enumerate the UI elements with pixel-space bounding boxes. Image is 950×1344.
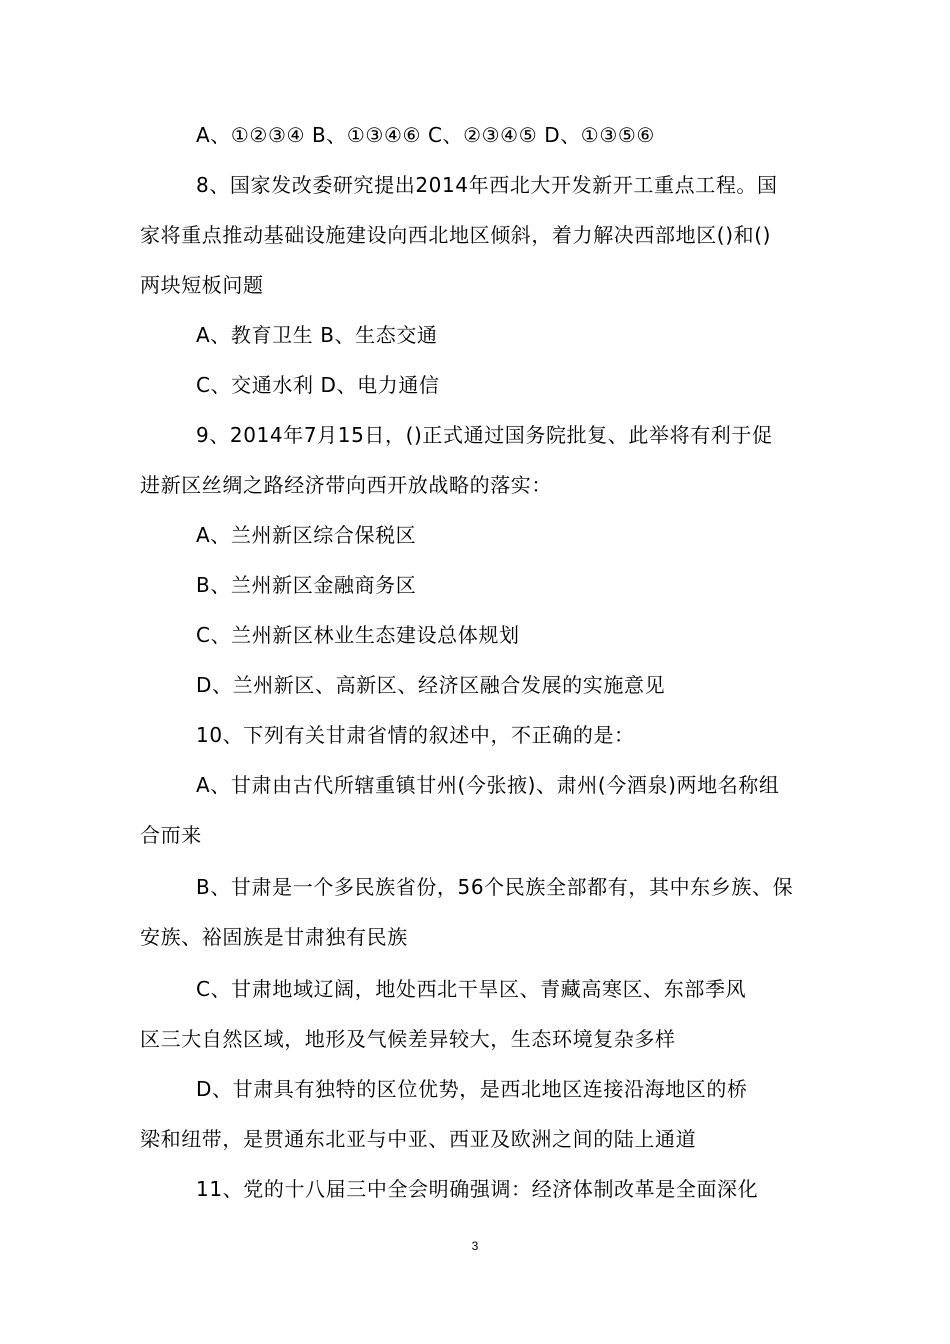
question-8-line-3: 两块短板问题 (140, 273, 264, 297)
answer-options-q7: A、①②③④ B、①③④⑥ C、②③④⑤ D、①③⑤⑥ (196, 123, 655, 147)
question-9-line-1: 9、2014年7月15日，()正式通过国务院批复、此举将有利于促 (196, 423, 773, 447)
question-9-line-2: 进新区丝绸之路经济带向西开放战略的落实： (140, 473, 552, 497)
question-10-stem: 10、下列有关甘肃省情的叙述中，不正确的是： (196, 723, 635, 747)
question-11-line-1: 11、党的十八届三中全会明确强调：经济体制改革是全面深化 (196, 1177, 759, 1201)
question-8-options-cd: C、交通水利 D、电力通信 (196, 373, 440, 397)
page-number: 3 (471, 1239, 479, 1253)
question-10-option-a-line-1: A、甘肃由古代所辖重镇甘州(今张掖)、肃州(今酒泉)两地名称组 (196, 773, 780, 797)
question-10-option-b-line-1: B、甘肃是一个多民族省份，56个民族全部都有，其中东乡族、保 (196, 875, 794, 899)
question-10-option-d-line-1: D、甘肃具有独特的区位优势，是西北地区连接沿海地区的桥 (196, 1077, 748, 1101)
question-9-option-a: A、兰州新区综合保税区 (196, 523, 417, 547)
question-10-option-a-line-2: 合而来 (140, 823, 202, 847)
question-10-option-c-line-1: C、甘肃地域辽阔，地处西北干旱区、青藏高寒区、东部季风 (196, 977, 747, 1001)
question-8-options-ab: A、教育卫生 B、生态交通 (196, 323, 438, 347)
question-9-option-c: C、兰州新区林业生态建设总体规划 (196, 623, 520, 647)
question-10-option-b-line-2: 安族、裕固族是甘肃独有民族 (140, 925, 408, 949)
question-9-option-d: D、兰州新区、高新区、经济区融合发展的实施意见 (196, 673, 666, 697)
question-8-line-2: 家将重点推动基础设施建设向西北地区倾斜，着力解决西部地区()和() (140, 223, 772, 247)
question-9-option-b: B、兰州新区金融商务区 (196, 573, 417, 597)
question-10-option-c-line-2: 区三大自然区域，地形及气候差异较大，生态环境复杂多样 (140, 1027, 676, 1051)
question-10-option-d-line-2: 梁和纽带，是贯通东北亚与中亚、西亚及欧洲之间的陆上通道 (140, 1127, 697, 1151)
question-8-line-1: 8、国家发改委研究提出2014年西北大开发新开工重点工程。国 (196, 173, 778, 197)
